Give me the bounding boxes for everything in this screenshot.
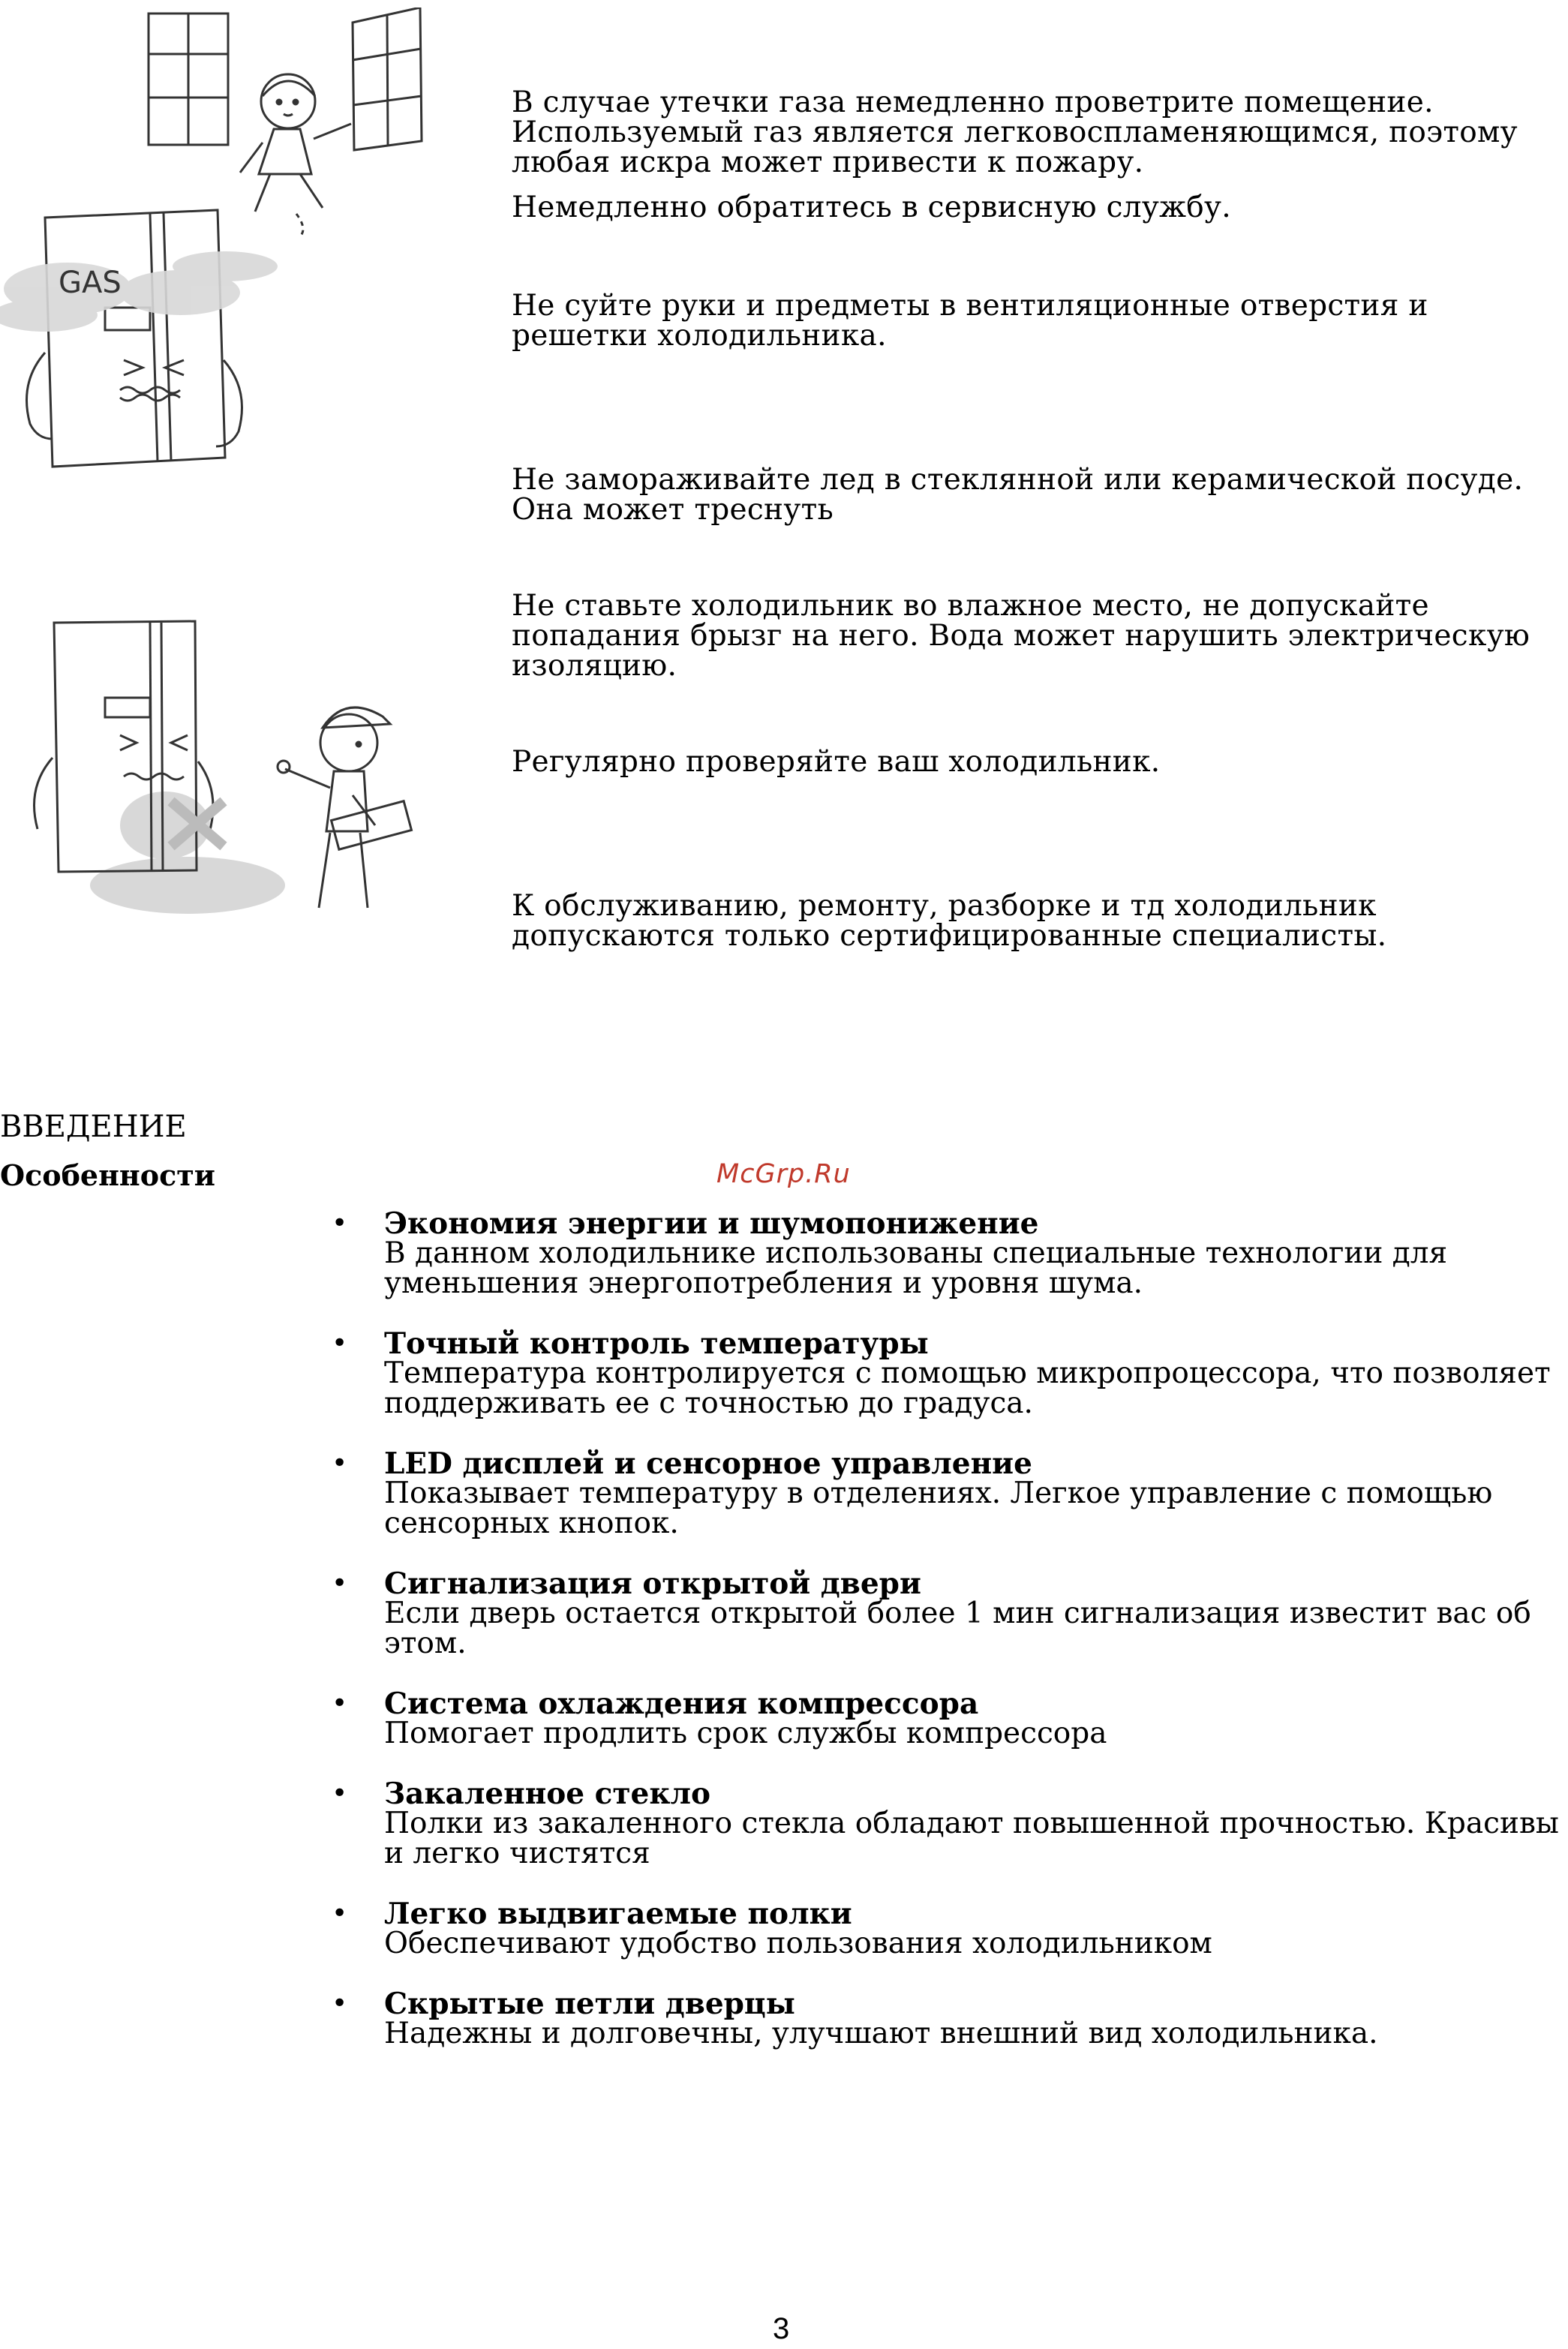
warning-text: Немедленно обратитесь в сервисную службу. [512,191,1232,224]
feature-description: Обеспечивают удобство пользования холодильником [384,1927,1212,1960]
feature-title: Закаленное стекло [384,1777,711,1811]
warning-gas-leak [512,88,1562,223]
bullet-icon: • [332,1988,348,2019]
page-number: 3 [773,2312,790,2345]
feature-title: Точный контроль температуры [384,1326,929,1361]
warning-regular-check [512,747,1562,777]
section-title-intro: ВВЕДЕНИЕ [0,1110,187,1144]
watermark-text: McGrp.Ru [716,1159,851,1189]
bullet-icon: • [332,1898,348,1929]
feature-description: Надежны и долговечны, улучшают внешний вид холодильника. [384,2017,1378,2050]
gas-cloud-icon [0,251,278,332]
warning-glassware [512,465,1562,525]
bullet-icon: • [332,1208,348,1239]
feature-title: Скрытые петли дверцы [384,1987,795,2021]
bullet-icon: • [332,1688,348,1719]
feature-description: В данном холодильнике использованы специальные технологии для уменьшения энергопотребления и уровня шума. [384,1236,1448,1300]
gas-label: GAS [59,266,122,300]
feature-item [332,1687,1566,1750]
wet-fridge-technician-illustration [0,608,420,923]
feature-title: Экономия энергии и шумопонижение [384,1206,1039,1241]
warning-certified-service [512,891,1562,951]
warning-text: К обслуживанию, ремонту, разборке и тд холодильник допускаются только сертифицированные специалисты. [512,889,1387,953]
bullet-icon: • [332,1568,348,1599]
warning-moisture [512,591,1562,681]
fridge-gas-icon [27,210,242,467]
warning-text: Не ставьте холодильник во влажное место, не допускайте попадания брызг на него. Вода может нарушить электрическую изоляцию. [512,589,1530,683]
features-heading: Особенности [0,1158,215,1192]
feature-description: Температура контролируется с помощью микропроцессора, что позволяет поддерживать ее с точностью до градуса. [384,1356,1551,1420]
warning-text: Не суйте руки и предметы в вентиляционные отверстия и решетки холодильника. [512,289,1428,353]
person-opening-window-icon [240,74,351,236]
warning-text: Не замораживайте лед в стеклянной или керамической посуде. Она может треснуть [512,463,1524,527]
feature-item [332,1326,1566,1420]
feature-item [332,1206,1566,1300]
feature-description: Если дверь остается открытой более 1 мин сигнализация известит вас об этом. [384,1597,1531,1660]
feature-description: Помогает продлить срок службы компрессора [384,1717,1107,1750]
warning-text: Регулярно проверяйте ваш холодильник. [512,745,1161,779]
feature-description: Полки из закаленного стекла обладают повышенной прочностью. Красивы и легко чистятся [384,1807,1559,1870]
warning-text: В случае утечки газа немедленно проветрите помещение. Используемый газ является легковоспламеняющимся, поэтому любая искра может привести к пожару. [512,86,1518,179]
feature-item [332,1567,1566,1660]
feature-item [332,1897,1566,1960]
feature-title: Сигнализация открытой двери [384,1567,921,1601]
feature-title: Легко выдвигаемые полки [384,1897,852,1931]
feature-item [332,1777,1566,1870]
feature-item [332,1446,1566,1540]
feature-title: LED дисплей и сенсорное управление [384,1446,1032,1481]
warning-ventilation [512,291,1562,351]
bullet-icon: • [332,1328,348,1359]
gas-leak-illustration [0,8,480,473]
feature-title: Система охлаждения компрессора [384,1687,979,1721]
technician-icon [278,707,411,908]
bullet-icon: • [332,1778,348,1809]
bullet-icon: • [332,1448,348,1479]
feature-description: Показывает температуру в отделениях. Легкое управление с помощью сенсорных кнопок. [384,1476,1493,1540]
feature-item [332,1987,1566,2050]
